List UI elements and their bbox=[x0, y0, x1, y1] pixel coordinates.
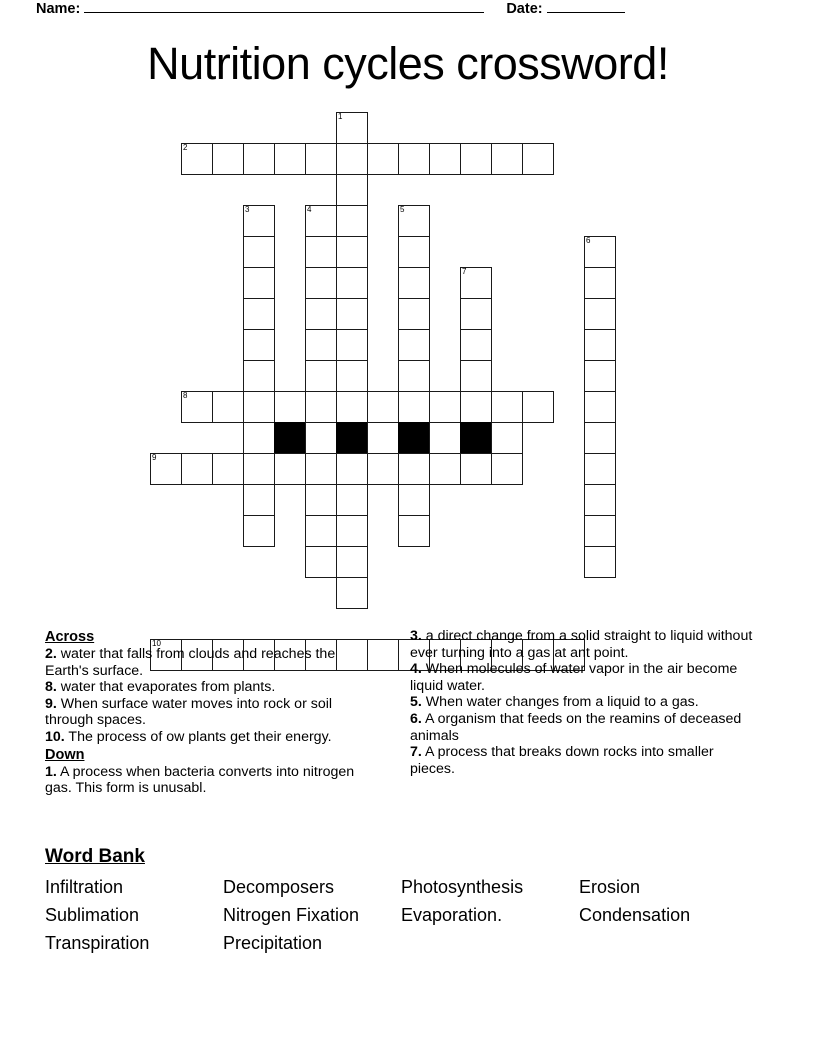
clue-text: water that falls from clouds and reaches the Earth's surface. bbox=[45, 646, 336, 679]
crossword-cell[interactable] bbox=[212, 453, 244, 485]
name-label: Name: bbox=[36, 1, 81, 17]
crossword-cell[interactable] bbox=[584, 422, 616, 454]
crossword-cell[interactable] bbox=[336, 546, 368, 578]
crossword-cell-number: 1 bbox=[338, 112, 343, 121]
crossword-cell[interactable] bbox=[305, 236, 337, 268]
crossword-cell[interactable] bbox=[243, 298, 275, 330]
crossword-cell[interactable] bbox=[243, 422, 275, 454]
date-blank-line[interactable] bbox=[547, 0, 625, 13]
word-bank-title: Word Bank bbox=[45, 846, 145, 867]
clue-text: A organism that feeds on the reamins of deceased animals bbox=[410, 710, 742, 744]
clue-across-10 bbox=[45, 729, 375, 746]
clue-text: When surface water moves into rock or soil through spaces. bbox=[45, 695, 333, 729]
clue-down-6 bbox=[410, 711, 755, 744]
crossword-cell[interactable] bbox=[336, 329, 368, 361]
crossword-cell[interactable] bbox=[243, 484, 275, 516]
crossword-cell[interactable] bbox=[398, 236, 430, 268]
crossword-cell[interactable] bbox=[491, 391, 523, 423]
clue-text: When molecules of water vapor in the air become liquid water. bbox=[410, 661, 738, 694]
crossword-cell[interactable] bbox=[181, 143, 213, 175]
crossword-cell-blocked bbox=[274, 422, 306, 454]
word-bank-word: Condensation bbox=[579, 905, 691, 925]
crossword-cell-number: 6 bbox=[586, 236, 591, 245]
crossword-cell[interactable] bbox=[584, 329, 616, 361]
crossword-cell-number: 2 bbox=[183, 143, 188, 152]
crossword-cell-number: 9 bbox=[152, 453, 157, 462]
word-bank-word: Precipitation bbox=[223, 933, 323, 953]
crossword-cell[interactable] bbox=[305, 546, 337, 578]
crossword-cell[interactable] bbox=[522, 143, 554, 175]
crossword-cell[interactable] bbox=[336, 112, 368, 144]
crossword-cell[interactable] bbox=[212, 143, 244, 175]
crossword-cell[interactable] bbox=[398, 515, 430, 547]
crossword-cell[interactable] bbox=[243, 360, 275, 392]
clue-down-5 bbox=[410, 694, 755, 711]
crossword-cell[interactable] bbox=[460, 298, 492, 330]
crossword-cell[interactable] bbox=[522, 391, 554, 423]
crossword-cell[interactable] bbox=[367, 143, 399, 175]
crossword-cell[interactable] bbox=[429, 453, 461, 485]
crossword-cell-blocked bbox=[460, 422, 492, 454]
crossword-cell[interactable] bbox=[243, 391, 275, 423]
clue-number: 8. bbox=[45, 679, 57, 696]
crossword-cell[interactable] bbox=[305, 298, 337, 330]
crossword-cell-number: 10 bbox=[152, 639, 161, 648]
crossword-cell[interactable] bbox=[367, 422, 399, 454]
crossword-cell[interactable] bbox=[398, 298, 430, 330]
across-heading: Across bbox=[45, 629, 95, 645]
crossword-cell[interactable] bbox=[460, 143, 492, 175]
word-bank-list bbox=[45, 873, 785, 957]
crossword-cell[interactable] bbox=[305, 267, 337, 299]
crossword-cell[interactable] bbox=[398, 360, 430, 392]
clue-number: 6. bbox=[410, 710, 422, 727]
clue-number: 2. bbox=[45, 646, 57, 662]
crossword-cell[interactable] bbox=[460, 453, 492, 485]
crossword-cell[interactable] bbox=[305, 515, 337, 547]
clue-text: water that evaporates from plants. bbox=[56, 679, 276, 696]
clue-text: A process that breaks down rocks into smaller pieces. bbox=[410, 744, 714, 777]
clue-number: 4. bbox=[410, 661, 422, 678]
crossword-cell[interactable] bbox=[398, 267, 430, 299]
crossword-cell[interactable] bbox=[243, 515, 275, 547]
clue-number: 7. bbox=[410, 744, 422, 761]
crossword-cell[interactable] bbox=[305, 143, 337, 175]
crossword-cell[interactable] bbox=[398, 143, 430, 175]
crossword-cell[interactable] bbox=[584, 360, 616, 392]
name-date-header bbox=[36, 0, 780, 24]
crossword-cell[interactable] bbox=[336, 298, 368, 330]
clue-number: 3. bbox=[410, 628, 422, 644]
crossword-cell[interactable] bbox=[336, 577, 368, 609]
crossword-cell[interactable] bbox=[367, 453, 399, 485]
crossword-cell[interactable] bbox=[584, 453, 616, 485]
crossword-cell[interactable] bbox=[584, 391, 616, 423]
crossword-cell[interactable] bbox=[336, 484, 368, 516]
crossword-cell[interactable] bbox=[305, 453, 337, 485]
crossword-cell[interactable] bbox=[305, 391, 337, 423]
name-blank-line[interactable] bbox=[84, 0, 484, 13]
crossword-cell-number: 8 bbox=[183, 391, 188, 400]
page-title: Nutrition cycles crossword! bbox=[147, 38, 669, 89]
crossword-cell[interactable] bbox=[336, 453, 368, 485]
crossword-cell[interactable] bbox=[398, 205, 430, 237]
clue-text: When water changes from a liquid to a gas. bbox=[421, 694, 699, 711]
word-bank-word: Decomposers bbox=[223, 877, 335, 897]
crossword-cell[interactable] bbox=[460, 391, 492, 423]
clue-down-7 bbox=[410, 744, 755, 777]
crossword-cell[interactable] bbox=[398, 453, 430, 485]
clue-number: 10. bbox=[45, 728, 65, 745]
word-bank-empty bbox=[579, 929, 769, 957]
crossword-cell[interactable] bbox=[584, 298, 616, 330]
word-bank-word: Evaporation. bbox=[401, 905, 503, 925]
crossword-cell[interactable] bbox=[274, 143, 306, 175]
crossword-cell[interactable] bbox=[491, 453, 523, 485]
crossword-cell[interactable] bbox=[336, 174, 368, 206]
crossword-cell[interactable] bbox=[367, 391, 399, 423]
crossword-cell[interactable] bbox=[429, 422, 461, 454]
crossword-cell[interactable] bbox=[274, 391, 306, 423]
crossword-cell-number: 7 bbox=[462, 267, 467, 276]
word-bank-empty bbox=[401, 929, 579, 957]
crossword-cell[interactable] bbox=[336, 267, 368, 299]
crossword-cell[interactable] bbox=[491, 143, 523, 175]
crossword-cell[interactable] bbox=[305, 422, 337, 454]
crossword-cell[interactable] bbox=[336, 515, 368, 547]
crossword-cell-blocked bbox=[336, 422, 368, 454]
crossword-cell[interactable] bbox=[584, 546, 616, 578]
crossword-cell[interactable] bbox=[460, 360, 492, 392]
word-bank-word: Photosynthesis bbox=[401, 877, 524, 897]
crossword-cell-blocked bbox=[398, 422, 430, 454]
clue-across-2 bbox=[45, 646, 375, 679]
crossword-cell[interactable] bbox=[243, 453, 275, 485]
clue-number: 5. bbox=[410, 694, 422, 711]
crossword-cell[interactable] bbox=[398, 484, 430, 516]
crossword-cell[interactable] bbox=[584, 515, 616, 547]
crossword-cell[interactable] bbox=[243, 329, 275, 361]
crossword-cell[interactable] bbox=[243, 143, 275, 175]
crossword-cell[interactable] bbox=[305, 360, 337, 392]
word-bank-word: Sublimation bbox=[45, 905, 140, 925]
clue-down-1 bbox=[45, 764, 375, 797]
crossword-cell[interactable] bbox=[243, 236, 275, 268]
clues-column-right bbox=[410, 628, 755, 777]
clue-text: A process when bacteria converts into nitrogen gas. This form is unusabl. bbox=[45, 763, 355, 797]
crossword-cell[interactable] bbox=[181, 391, 213, 423]
crossword-cell[interactable] bbox=[305, 484, 337, 516]
crossword-cell[interactable] bbox=[584, 267, 616, 299]
crossword-cell[interactable] bbox=[398, 391, 430, 423]
crossword-cell[interactable] bbox=[429, 143, 461, 175]
crossword-cell[interactable] bbox=[491, 422, 523, 454]
crossword-cell[interactable] bbox=[398, 329, 430, 361]
crossword-cell-number: 5 bbox=[400, 205, 405, 214]
crossword-cell[interactable] bbox=[584, 236, 616, 268]
word-bank-word: Nitrogen Fixation bbox=[223, 905, 360, 925]
clue-across-8 bbox=[45, 679, 375, 696]
clue-number: 1. bbox=[45, 763, 57, 780]
clue-text: a direct change from a solid straight to liquid without ever turning into a gas at ant point. bbox=[410, 628, 753, 661]
crossword-cell[interactable] bbox=[336, 236, 368, 268]
clues-section bbox=[45, 628, 775, 828]
crossword-cell[interactable] bbox=[243, 267, 275, 299]
crossword-cell[interactable] bbox=[274, 453, 306, 485]
word-bank-word: Infiltration bbox=[45, 877, 124, 897]
crossword-cell[interactable] bbox=[460, 329, 492, 361]
crossword-cell[interactable] bbox=[584, 484, 616, 516]
crossword-cell[interactable] bbox=[336, 360, 368, 392]
clue-number: 9. bbox=[45, 695, 57, 712]
crossword-cell[interactable] bbox=[150, 453, 182, 485]
crossword-cell-number: 3 bbox=[245, 205, 250, 214]
word-bank-word: Transpiration bbox=[45, 933, 150, 953]
crossword-cell[interactable] bbox=[305, 329, 337, 361]
crossword-cell[interactable] bbox=[305, 205, 337, 237]
clue-text: The process of ow plants get their energy. bbox=[64, 728, 332, 745]
clue-across-9 bbox=[45, 696, 375, 729]
clue-down-3 bbox=[410, 628, 755, 661]
clue-down-4 bbox=[410, 661, 755, 694]
crossword-cell[interactable] bbox=[212, 391, 244, 423]
crossword-cell[interactable] bbox=[336, 205, 368, 237]
crossword-cell[interactable] bbox=[429, 391, 461, 423]
crossword-cell[interactable] bbox=[336, 143, 368, 175]
clues-column-left bbox=[45, 628, 375, 797]
crossword-cell[interactable] bbox=[181, 453, 213, 485]
crossword-cell[interactable] bbox=[460, 267, 492, 299]
crossword-cell[interactable] bbox=[336, 391, 368, 423]
down-heading: Down bbox=[45, 746, 85, 763]
crossword-cell-number: 4 bbox=[307, 205, 312, 214]
crossword-cell[interactable] bbox=[243, 205, 275, 237]
word-bank-word: Erosion bbox=[579, 877, 641, 897]
date-label: Date: bbox=[506, 1, 543, 17]
